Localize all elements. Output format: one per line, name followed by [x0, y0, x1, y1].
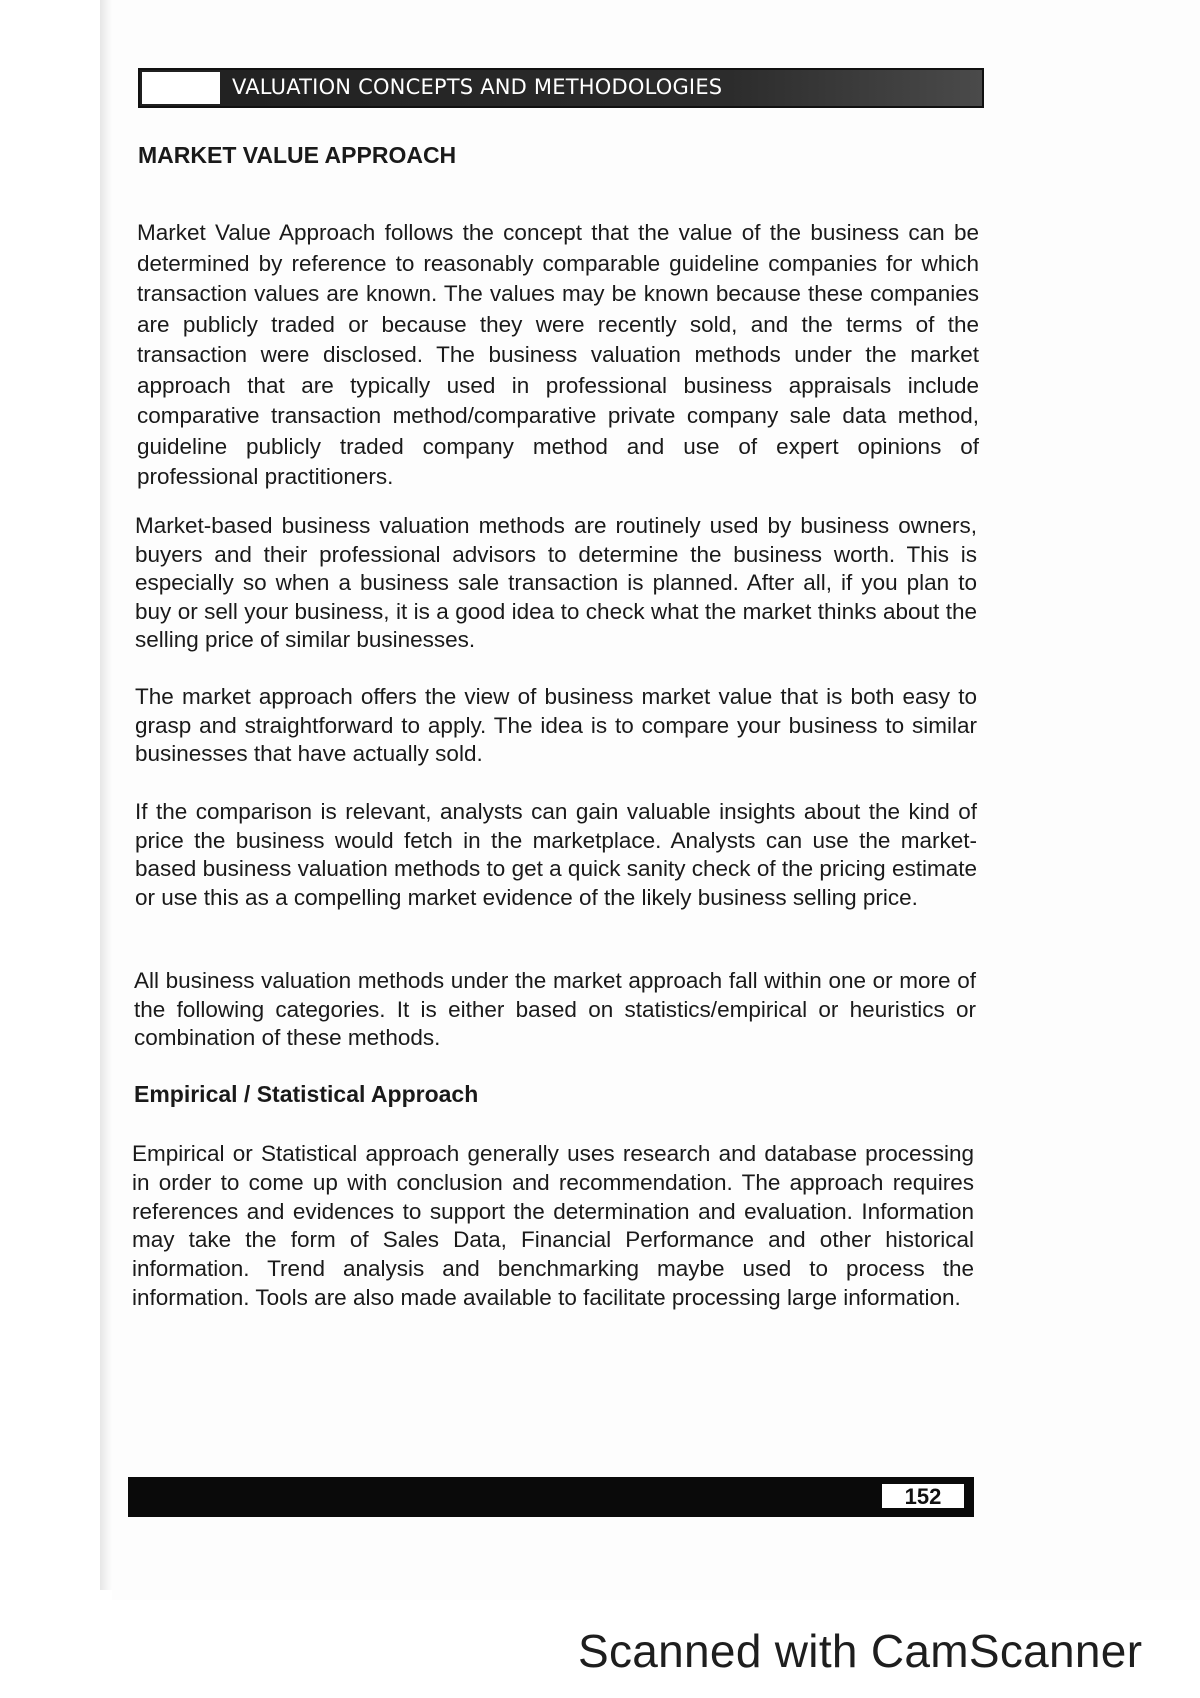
subsection-heading: Empirical / Statistical Approach	[134, 1081, 479, 1107]
section-heading: MARKET VALUE APPROACH	[138, 142, 457, 168]
paragraph: Market-based business valuation methods are routinely used by business owners, buyers and their professional advisors to determine the business worth. This is especially so when a business sale transaction is planned. After all, if you plan to buy or sell your business, it is a good idea to check what the market thinks about the selling price of similar businesses.	[135, 513, 977, 652]
paragraph: If the comparison is relevant, analysts can gain valuable insights about the kind of price the business would fetch in the marketplace. Analysts can use the market-based business valuation methods to get a quick sanity check of the pricing estimate or use this as a compelling market evidence of the likely business selling price.	[135, 799, 977, 910]
page-number: 152	[880, 1482, 966, 1510]
paragraph: The market approach offers the view of business market value that is both easy to grasp and straightforward to apply. The idea is to compare your business to similar businesses that have actually sold.	[135, 684, 977, 766]
paragraph: Empirical or Statistical approach generally uses research and database processing in order to come up with conclusion and recommendation. The approach requires references and evidences to support the determination and evaluation. Information may take the form of Sales Data, Financial Performance and other historical information. Trend analysis and benchmarking maybe used to process the information. Tools are also made available to facilitate processing large information.	[132, 1141, 974, 1310]
scanner-watermark: Scanned with CamScanner	[578, 1625, 1143, 1677]
header-white-box	[142, 72, 220, 104]
paragraph: All business valuation methods under the market approach fall within one or more of the following categories. It is either based on statistics/empirical or heuristics or combination of these methods.	[134, 968, 976, 1050]
paragraph: Market Value Approach follows the concept that the value of the business can be determined by reference to reasonably comparable guideline companies for which transaction values are known. The values may be known because these companies are publicly traded or because they were recently sold, and the terms of the transaction were disclosed. The business valuation methods under the market approach that are typically used in professional business appraisals include comparative transaction method/comparative private company sale data method, guideline publicly traded company method and use of expert opinions of professional practitioners.	[137, 220, 979, 489]
chapter-header-bar	[138, 68, 984, 108]
chapter-title: VALUATION CONCEPTS AND METHODOLOGIES	[232, 75, 723, 99]
footer-bar	[128, 1477, 974, 1517]
